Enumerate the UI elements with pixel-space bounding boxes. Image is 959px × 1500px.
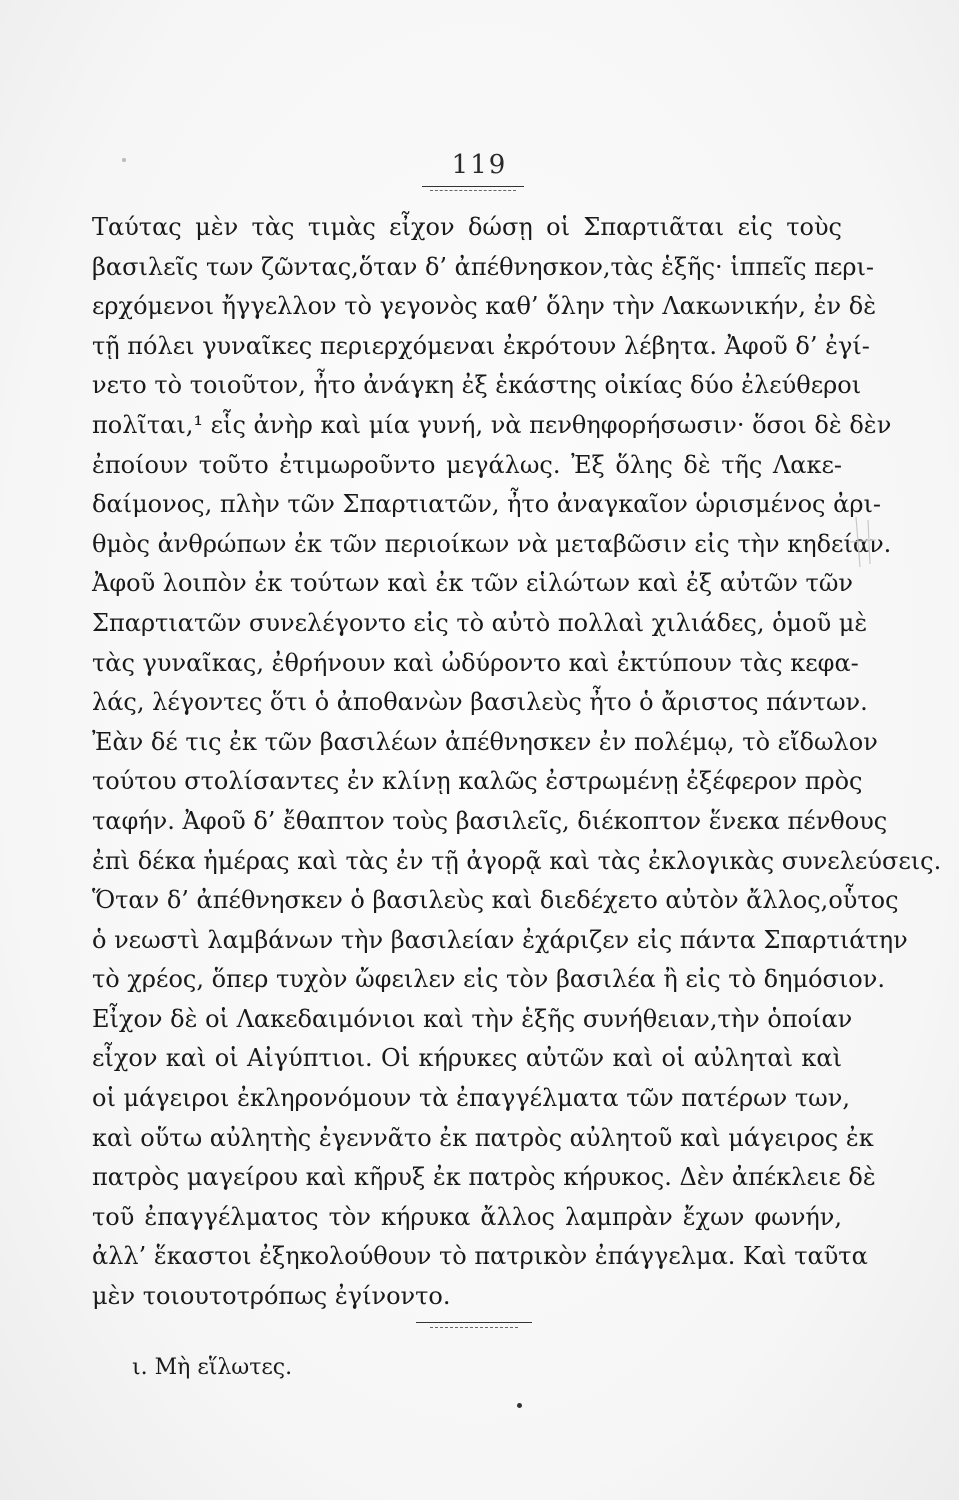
text-line: θμὸς ἀνθρώπων ἐκ τῶν περιοίκων νὰ μεταβῶσιν εἰς τὴν κηδείαν.	[92, 529, 892, 558]
text-line: λάς, λέγοντες ὅτι ὁ ἀποθανὼν βασιλεὺς ἦτο ὁ ἄριστος πάντων.	[92, 688, 868, 717]
body-text	[92, 208, 942, 1317]
pencil-margin-mark	[848, 512, 878, 572]
text-line: τοῦ ἐπαγγέλματος τὸν κήρυκα ἄλλος λαμπρὰν ἔχων φωνήν,	[92, 1202, 842, 1231]
text-line: Ἐὰν δέ τις ἐκ τῶν βασιλέων ἀπέθνησκεν ἐν πολέμῳ, τὸ εἴδωλον	[92, 727, 878, 756]
ink-speck	[517, 1403, 522, 1408]
text-line: οἱ μάγειροι ἐκληρονόμουν τὰ ἐπαγγέλματα τῶν πατέρων των,	[92, 1084, 850, 1113]
text-line: τῇ πόλει γυναῖκες περιερχόμεναι ἐκρότουν λέβητα. Ἀφοῦ δ’ ἐγί-	[92, 331, 870, 360]
text-line: ἀλλ’ ἕκαστοι ἐξηκολούθουν τὸ πατρικὸν ἐπάγγελμα. Καὶ ταῦτα	[92, 1242, 868, 1271]
text-line: Ὅταν δ’ ἀπέθνησκεν ὁ βασιλεὺς καὶ διεδέχετο αὐτὸν ἄλλος,οὗτος	[92, 886, 899, 915]
text-line: βασιλεῖς των ζῶντας,ὅταν δ’ ἀπέθνησκον,τὰς ἑξῆς· ἱππεῖς περι-	[92, 252, 874, 281]
text-line: Ταύτας μὲν τὰς τιμὰς εἶχον δώσῃ οἱ Σπαρτιᾶται εἰς τοὺς	[92, 213, 842, 241]
text-line: δαίμονος, πλὴν τῶν Σπαρτιατῶν, ἦτο ἀναγκαῖον ὡρισμένος ἀρι-	[92, 490, 881, 519]
text-line: Σπαρτιατῶν συνελέγοντο εἰς τὸ αὐτὸ πολλαὶ χιλιάδες, ὁμοῦ μὲ	[92, 608, 868, 637]
footnote: ι. Μὴ εἵλωτες.	[132, 1355, 293, 1380]
text-line: ταφήν. Ἀφοῦ δ’ ἔθαπτον τοὺς βασιλεῖς, διέκοπτον ἕνεκα πένθους	[92, 806, 888, 835]
text-line: τὸ χρέος, ὅπερ τυχὸν ὤφειλεν εἰς τὸν βασιλέα ἢ εἰς τὸ δημόσιον.	[92, 965, 885, 994]
header-rule	[422, 186, 524, 187]
text-line: καὶ οὕτω αὐλητὴς ἐγεννᾶτο ἐκ πατρὸς αὐλητοῦ καὶ μάγειρος ἐκ	[92, 1123, 874, 1152]
page-number: 119	[451, 150, 508, 180]
text-line: νετο τὸ τοιοῦτον, ἦτο ἀνάγκη ἐξ ἑκάστης οἰκίας δύο ἐλεύθεροι	[92, 371, 862, 400]
text-line: μὲν τοιουτοτρόπως ἐγίνοντο.	[92, 1282, 451, 1311]
text-line: ερχόμενοι ἤγγελλον τὸ γεγονὸς καθ’ ὅλην τὴν Λακωνικήν, ἐν δὲ	[92, 292, 877, 321]
text-line: τούτου στολίσαντες ἐν κλίνῃ καλῶς ἐστρωμένῃ ἐξέφερον πρὸς	[92, 767, 863, 796]
text-line: πολῖται,¹ εἷς ἀνὴρ καὶ μία γυνή, νὰ πενθηφορήσωσιν· ὅσοι δὲ δὲν	[92, 410, 892, 439]
ink-speck	[122, 158, 126, 162]
text-line: τὰς γυναῖκας, ἐθρήνουν καὶ ὠδύροντο καὶ ἐκτύπουν τὰς κεφα-	[92, 648, 859, 677]
text-line: Ἀφοῦ λοιπὸν ἐκ τούτων καὶ ἐκ τῶν εἱλώτων καὶ ἐξ αὐτῶν τῶν	[92, 569, 853, 598]
text-line: εἶχον καὶ οἱ Αἰγύπτιοι. Οἱ κήρυκες αὐτῶν καὶ οἱ αὐληταὶ καὶ	[92, 1044, 842, 1073]
text-line: ὁ νεωστὶ λαμβάνων τὴν βασιλείαν ἐχάριζεν εἰς πάντα Σπαρτιάτην	[92, 925, 908, 954]
text-line: ἐπὶ δέκα ἡμέρας καὶ τὰς ἐν τῇ ἀγορᾷ καὶ τὰς ἐκλογικὰς συνελεύσεις.	[92, 846, 942, 875]
footnote-separator	[416, 1322, 532, 1323]
text-line: ἐποίουν τοῦτο ἐτιμωροῦντο μεγάλως. Ἐξ ὅλης δὲ τῆς Λακε-	[92, 450, 842, 479]
text-line: Εἶχον δὲ οἱ Λακεδαιμόνιοι καὶ τὴν ἑξῆς συνήθειαν,τὴν ὁποίαν	[92, 1004, 853, 1033]
footnote-separator-dashes	[430, 1327, 518, 1328]
text-line: πατρὸς μαγείρου καὶ κῆρυξ ἐκ πατρὸς κήρυκος. Δὲν ἀπέκλειε δὲ	[92, 1163, 876, 1192]
